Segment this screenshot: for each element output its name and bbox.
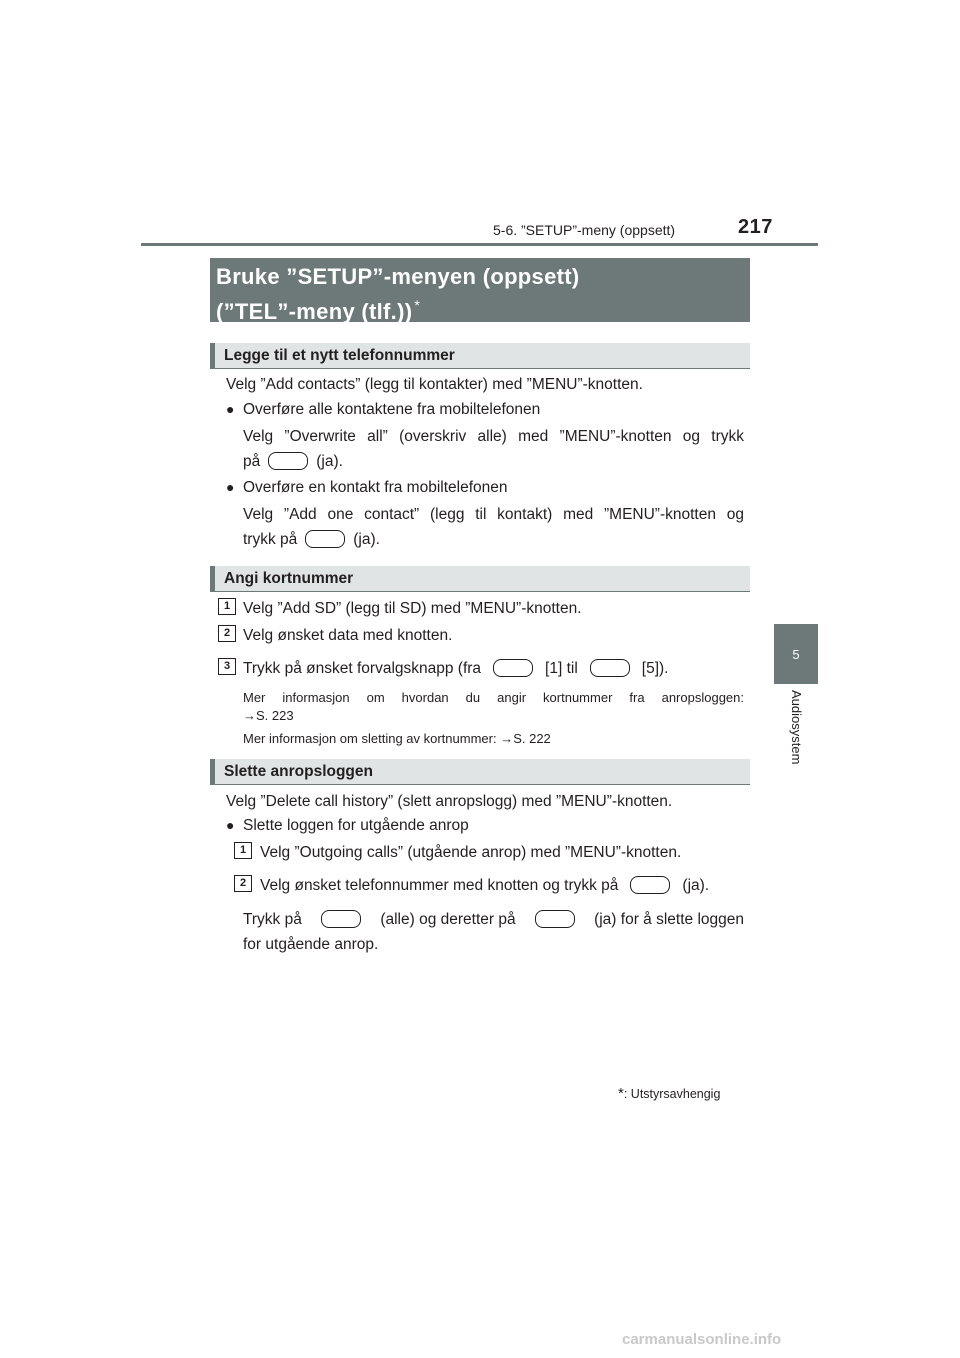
after-a: Trykk på — [243, 911, 302, 928]
section3-step2-text — [260, 877, 709, 895]
note1-line1: Mer informasjon om hvordan du angir kortnummer fra anropsloggen: — [243, 690, 744, 705]
section-heading-add-number: Legge til et nytt telefonnummer — [210, 343, 750, 369]
footnote — [618, 1085, 720, 1102]
bullet1-title: Overføre alle kontaktene fra mobiltelefonen — [243, 401, 541, 418]
step-number-2: 2 — [234, 875, 252, 892]
section3-step2-a: Velg ønsket telefonnummer med knotten og trykk på — [260, 877, 619, 895]
running-header-section: 5-6. ”SETUP”-meny (oppsett) — [493, 222, 676, 238]
step3-text-b: [1] til — [545, 660, 578, 678]
bullet2-line1: Velg ”Add one contact” (legg til kontakt) med ”MENU”-knotten og — [243, 506, 744, 523]
footnote-asterisk: * — [618, 1085, 624, 1102]
yes-button-icon — [268, 452, 308, 470]
bullet2-line2 — [243, 531, 380, 549]
section3-after-line1 — [243, 911, 744, 929]
chapter-number: 5 — [792, 646, 800, 662]
chapter-label: Audiosystem — [789, 690, 804, 765]
section3-step1-text: Velg ”Outgoing calls” (utgående anrop) med ”MENU”-knotten. — [260, 844, 682, 861]
yes-button-icon — [535, 910, 575, 928]
bullet-icon: ● — [226, 401, 235, 417]
title-asterisk: * — [414, 297, 421, 313]
title-line-2 — [216, 291, 750, 326]
step-number-1: 1 — [218, 598, 236, 615]
note2: Mer informasjon om sletting av kortnummer: →S. 222 — [243, 731, 551, 746]
step-number-2: 2 — [218, 625, 236, 642]
step-number-3: 3 — [218, 658, 236, 675]
bullet2-title: Overføre en kontakt fra mobiltelefonen — [243, 479, 508, 496]
after-c: (ja) for å slette loggen — [594, 911, 744, 928]
step2-text: Velg ønsket data med knotten. — [243, 627, 453, 644]
header-rule — [141, 243, 818, 246]
step3-text-a: Trykk på ønsket forvalgsknapp (fra — [243, 660, 482, 678]
section1-intro: Velg ”Add contacts” (legg til kontakter) med ”MENU”-knotten. — [226, 376, 643, 393]
all-button-icon — [321, 910, 361, 928]
bullet2-line2-b: (ja). — [353, 531, 380, 549]
section-heading-speed-dial: Angi kortnummer — [210, 566, 750, 592]
title-line-2-text: (”TEL”-meny (tlf.)) — [216, 299, 413, 324]
preset-button-icon — [590, 659, 630, 677]
chapter-label-container — [784, 690, 808, 790]
yes-button-icon — [630, 876, 670, 894]
bullet-icon: ● — [226, 817, 235, 833]
bullet1-line2 — [243, 453, 343, 471]
note1-line2: →S. 223 — [243, 708, 294, 723]
bullet1-line2-b: (ja). — [316, 453, 343, 471]
footnote-text: : Utstyrsavhengig — [623, 1087, 721, 1101]
step3-text — [243, 660, 668, 678]
title-line-1: Bruke ”SETUP”-menyen (oppsett) — [216, 264, 580, 289]
section3-intro: Velg ”Delete call history” (slett anropslogg) med ”MENU”-knotten. — [226, 793, 673, 810]
step3-text-c: [5]). — [641, 660, 669, 678]
section3-after-line2: for utgående anrop. — [243, 936, 379, 953]
preset-button-icon — [493, 659, 533, 677]
step1-text: Velg ”Add SD” (legg til SD) med ”MENU”-knotten. — [243, 600, 582, 617]
after-b: (alle) og deretter på — [380, 911, 516, 928]
section3-bullet-title: Slette loggen for utgående anrop — [243, 817, 469, 834]
page-number: 217 — [738, 216, 773, 238]
bullet2-line2-a: trykk på — [243, 531, 298, 549]
chapter-tab — [774, 624, 818, 684]
step-number-1: 1 — [234, 842, 252, 859]
bullet-icon: ● — [226, 479, 235, 495]
page-title — [210, 258, 750, 322]
yes-button-icon — [305, 530, 345, 548]
bullet1-line1: Velg ”Overwrite all” (overskriv alle) med ”MENU”-knotten og trykk — [243, 428, 744, 445]
section3-step2-b: (ja). — [682, 877, 710, 895]
watermark: carmanualsonline.info — [622, 1331, 782, 1348]
section-heading-delete-log: Slette anropsloggen — [210, 759, 750, 785]
bullet1-line2-a: på — [243, 453, 261, 471]
